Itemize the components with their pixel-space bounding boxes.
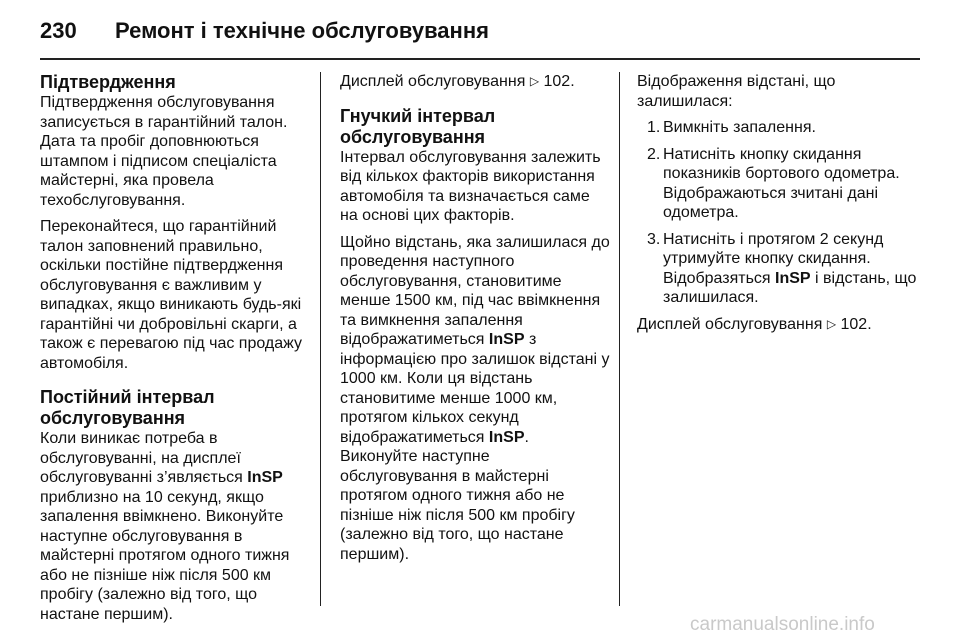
column-2 xyxy=(340,72,610,571)
paragraph: Коли виникає потреба в обслуговуванні, на дисплеї обслуговуванні з’являється InSP приблизно на 10 секунд, якщо запалення ввімкнено. Виконуйте наступне обслуговування в майстерні протягом одного тижня або не пізніше ніж після 500 км пробігу (залежно від того, що настане першим). xyxy=(40,430,290,623)
watermark: carmanualsonline.info xyxy=(690,614,875,635)
section-heading-fixed-interval: Постійний інтервал обслуговування xyxy=(40,387,215,428)
column-1 xyxy=(40,72,312,631)
paragraph: Відображення відстані, що залишилася: xyxy=(637,73,836,110)
paragraph: Підтвердження обслуговування записується в гарантійний талон. Дата та пробіг доповнюються штампом і підписом спеціаліста майстерні, яка провела техобслуговування. xyxy=(40,94,288,209)
header-rule xyxy=(40,58,920,60)
page-header xyxy=(40,18,920,44)
column-divider-1 xyxy=(320,72,321,606)
section-heading-flexible-interval: Гнучкий інтервал обслуговування xyxy=(340,105,496,147)
cross-reference[interactable]: Дисплей обслуговування ▷ 102. xyxy=(637,315,872,333)
insp-indicator: InSP xyxy=(488,428,525,446)
page-number: 230 xyxy=(40,18,77,43)
insp-indicator: InSP xyxy=(775,269,811,287)
section-heading-confirmation: Підтвердження xyxy=(40,72,176,92)
column-3 xyxy=(637,72,920,341)
cross-reference[interactable]: Дисплей обслуговування ▷ 102. xyxy=(340,73,575,90)
insp-indicator: InSP xyxy=(247,469,283,486)
list-item: 3. Натисніть і протягом 2 секунд утримуйте кнопку скидання. Відобразяться InSP і відстань, що залишилася. xyxy=(647,230,917,306)
paragraph: Переконайтеся, що гарантійний талон заповнений правильно, оскільки постійне підтвердження обслуговування є важливим у випадках, якщо виникають будь-які гарантійні чи добровільні скарги, а також є перевагою під час продажу автомобіля. xyxy=(40,218,303,372)
column-divider-2 xyxy=(619,72,620,606)
page-title: Ремонт і технічне обслуговування xyxy=(115,18,489,43)
triangle-arrow-icon: ▷ xyxy=(826,316,837,331)
list-item: 1. Вимкніть запалення. xyxy=(647,119,816,136)
paragraph: Щойно відстань, яка залишилася до проведення наступного обслуговування, становитиме менше 1500 км, під час ввімкнення та вимкнення запалення відображатиметься InSP з інформацією про залишок відстані у 1000 км. Коли ця відстань становитиме менше 1000 км, протягом кількох секунд відображатиметься InSP. Виконуйте наступне обслуговування в майстерні протягом одного тижня або не пізніше ніж після 500 км пробігу (залежно від того, що настане першим). xyxy=(340,233,610,563)
insp-indicator: InSP xyxy=(488,331,525,348)
paragraph: Інтервал обслуговування залежить від кількох факторів використання автомобіля та визначається саме на основі цих факторів. xyxy=(340,148,601,224)
list-item: 2. Натисніть кнопку скидання показників бортового одометра. Відображаються зчитані дані одометра. xyxy=(647,145,900,221)
steps-list xyxy=(637,118,920,308)
triangle-arrow-icon: ▷ xyxy=(529,74,540,88)
